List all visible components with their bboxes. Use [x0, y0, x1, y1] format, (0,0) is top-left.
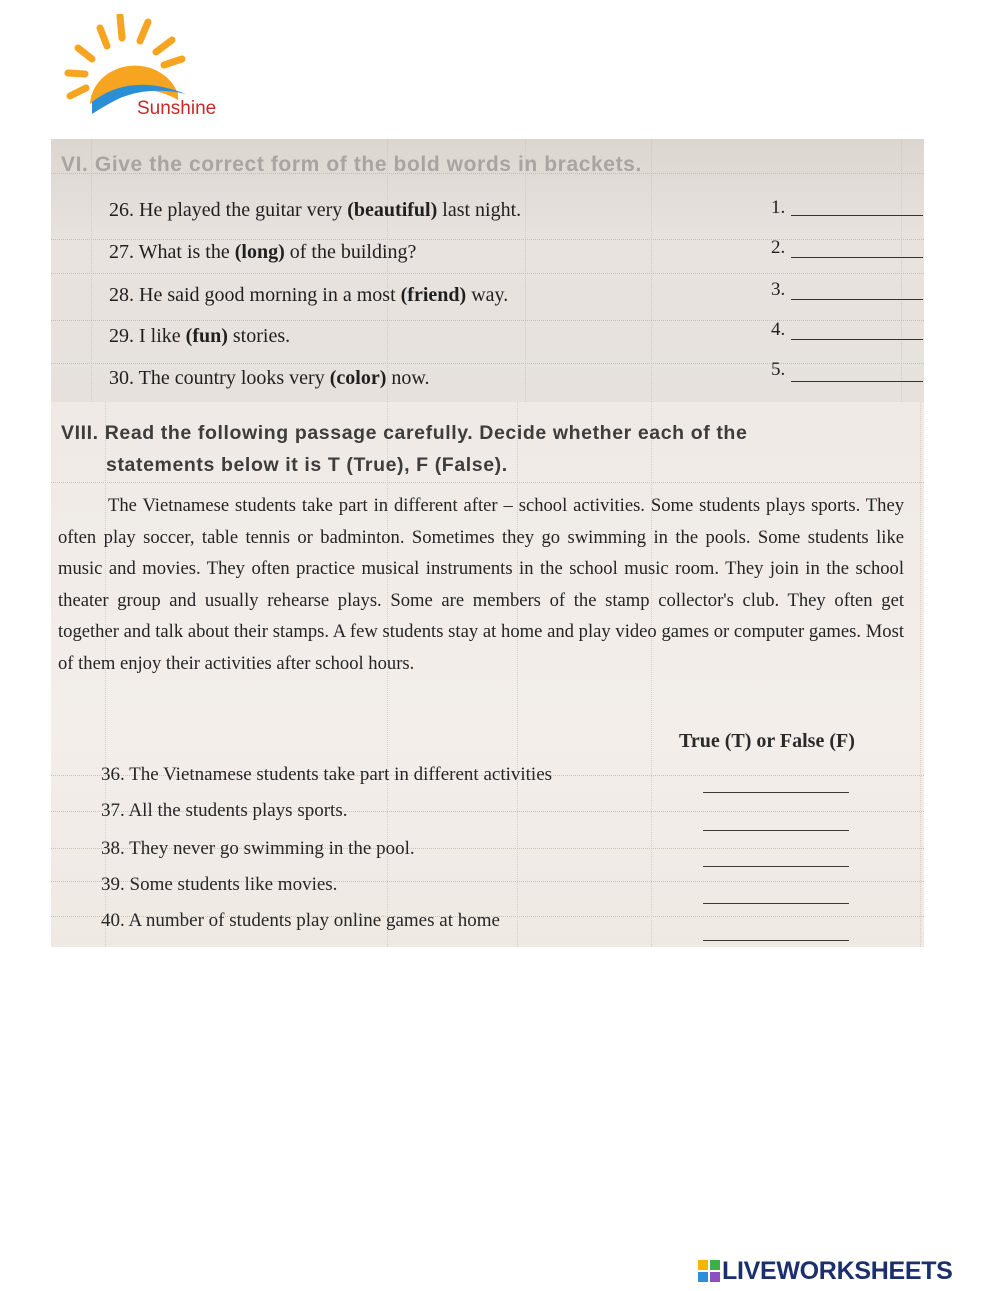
statement-38: 38. They never go swimming in the pool.: [101, 838, 415, 859]
logo-text: Sunshine: [137, 98, 217, 119]
reading-passage: The Vietnamese students take part in different after – school activities. Some students plays sports. They often play soccer, table tennis or badminton. Sometimes they go swimming in the pools. Some students like music and movies. They often practice musical instruments in the school music room. They join in the school theater group and usually rehearse plays. Some are members of the stamp collector's club. They often get together and talk about their stamps. A few students stay at home and play video games or computer games. Most of them enjoy their activities after school hours.: [58, 495, 904, 674]
answer-label-5: 5.: [771, 359, 786, 380]
liveworksheets-text: LIVEWORKSHEETS: [722, 1257, 953, 1285]
answer-blank-40[interactable]: [703, 940, 849, 941]
section-vi-title: VI. Give the correct form of the bold words in brackets.: [61, 153, 642, 176]
answer-label-4: 4.: [771, 319, 786, 340]
question-26: 26. He played the guitar very (beautiful) last night.: [109, 199, 522, 221]
answer-blank-39[interactable]: [703, 903, 849, 904]
answer-blank-37[interactable]: [703, 830, 849, 831]
statement-37: 37. All the students plays sports.: [101, 800, 348, 821]
question-30: 30. The country looks very (color) now.: [109, 367, 430, 389]
true-false-header: True (T) or False (F): [679, 730, 855, 752]
section-viii-title: VIII. Read the following passage carefully. Decide whether each of the: [61, 422, 748, 444]
answer-blank-3[interactable]: [791, 299, 923, 300]
answer-blank-4[interactable]: [791, 339, 923, 340]
section-vi-scan: [51, 139, 924, 402]
answer-label-1: 1.: [771, 197, 786, 218]
section-viii-scan: [51, 402, 924, 947]
statement-40: 40. A number of students play online games at home: [101, 910, 500, 931]
question-29: 29. I like (fun) stories.: [109, 325, 291, 347]
answer-blank-2[interactable]: [791, 257, 923, 258]
question-27: 27. What is the (long) of the building?: [109, 241, 417, 263]
answer-blank-38[interactable]: [703, 866, 849, 867]
answer-blank-36[interactable]: [703, 792, 849, 793]
question-28: 28. He said good morning in a most (friend) way.: [109, 284, 509, 306]
answer-blank-1[interactable]: [791, 215, 923, 216]
liveworksheets-icon: [698, 1260, 720, 1282]
section-viii-subtitle: statements below it is T (True), F (False).: [106, 454, 508, 476]
statement-36: 36. The Vietnamese students take part in different activities: [101, 764, 553, 785]
statement-39: 39. Some students like movies.: [101, 874, 338, 895]
answer-label-2: 2.: [771, 237, 786, 258]
answer-blank-5[interactable]: [791, 381, 923, 382]
answer-label-3: 3.: [771, 279, 786, 300]
